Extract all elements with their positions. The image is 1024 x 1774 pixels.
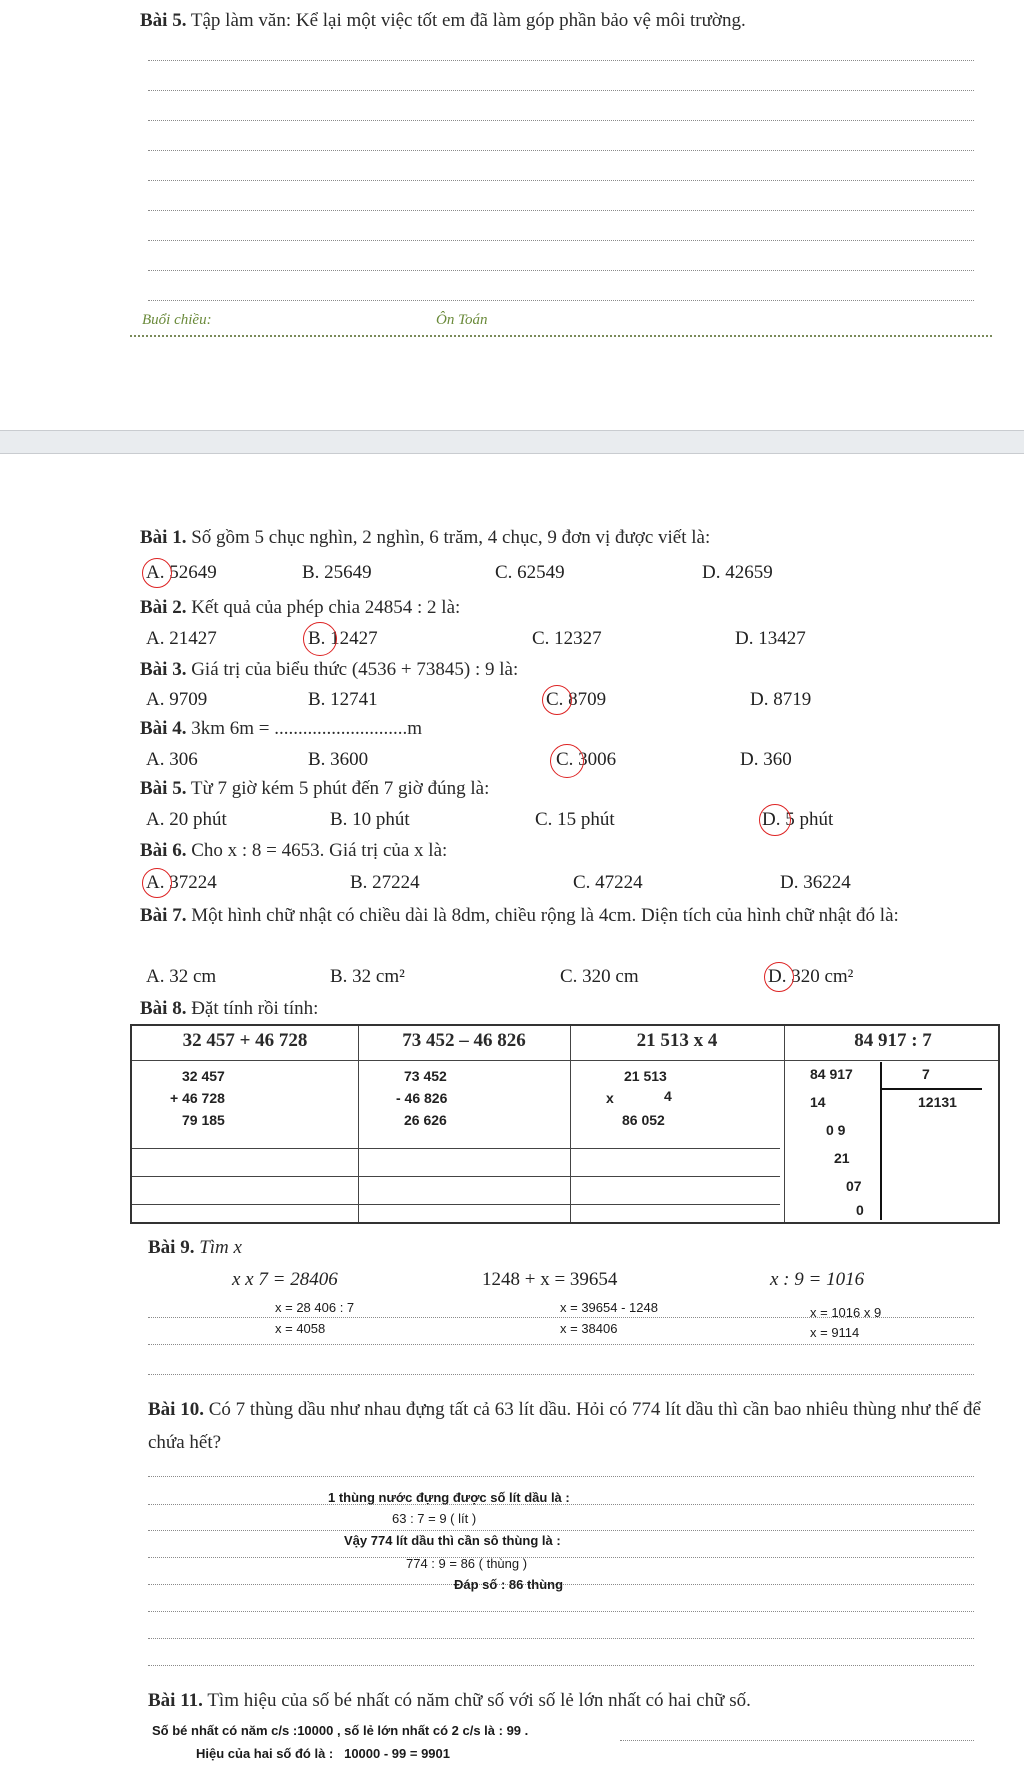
q3-option-a: A. 9709 bbox=[146, 689, 208, 710]
q4-option-b: B. 3600 bbox=[308, 749, 369, 770]
q5-option-a: A. 20 phút bbox=[146, 809, 227, 830]
add-operand-1: 32 457 bbox=[182, 1068, 225, 1084]
answer-circle bbox=[764, 962, 794, 992]
sub-operand-1: 73 452 bbox=[404, 1068, 447, 1084]
question-7 bbox=[140, 901, 990, 931]
div-quotient: 12131 bbox=[918, 1094, 957, 1110]
q9-label: Bài 9. bbox=[148, 1237, 195, 1258]
division-bar-vertical bbox=[880, 1062, 882, 1220]
q5-label: Bài 5. bbox=[140, 778, 187, 799]
q3-option-b: B. 12741 bbox=[308, 689, 378, 710]
q2-option-c: C. 12327 bbox=[532, 628, 602, 649]
q11-solution-2: Hiệu của hai số đó là : 10000 - 99 = 9901 bbox=[196, 1746, 450, 1761]
answer-circle bbox=[550, 744, 584, 778]
q2-label: Bài 2. bbox=[140, 597, 187, 618]
q3-option-d: D. 8719 bbox=[750, 689, 812, 710]
q3-text: Giá trị của biểu thức (4536 + 73845) : 9 là: bbox=[191, 659, 519, 680]
q2-text: Kết quả của phép chia 24854 : 2 là: bbox=[191, 597, 461, 618]
q6-label: Bài 6. bbox=[140, 840, 187, 861]
question-11 bbox=[148, 1690, 751, 1712]
q9-text: Tìm x bbox=[199, 1237, 242, 1258]
q11-solution-1: Số bé nhất có năm c/s :10000 , số lẻ lớn nhất có 2 c/s là : 99 . bbox=[152, 1723, 529, 1738]
prompt: Tập làm văn: Kể lại một việc tốt em đã làm góp phần bảo vệ môi trường. bbox=[190, 10, 746, 31]
div-dividend: 84 917 bbox=[810, 1066, 853, 1082]
q4-option-d: D. 360 bbox=[740, 749, 792, 770]
eq3-step-2: x = 9114 bbox=[810, 1325, 860, 1340]
header-addition: 32 457 + 46 728 bbox=[182, 1030, 308, 1051]
q8-text: Đặt tính rồi tính: bbox=[191, 998, 319, 1019]
eq1-step-1: x = 28 406 : 7 bbox=[275, 1300, 355, 1315]
q6-option-d: D. 36224 bbox=[780, 872, 851, 893]
top-exercise bbox=[140, 10, 746, 32]
div-divisor: 7 bbox=[922, 1066, 930, 1082]
question-5 bbox=[140, 778, 489, 800]
q6-option-b: B. 27224 bbox=[350, 872, 420, 893]
q7-text: Một hình chữ nhật có chiều dài là 8dm, chiều rộng là 4cm. Diện tích của hình chữ nhật đó là: bbox=[191, 905, 899, 926]
header-dotted-line bbox=[130, 335, 992, 337]
q6-option-c: C. 47224 bbox=[573, 872, 643, 893]
q1-option-d: D. 42659 bbox=[702, 562, 773, 583]
answer-circle bbox=[303, 622, 337, 656]
solution-line-3: Vậy 774 lít dầu thì cần sô thùng là : bbox=[344, 1533, 561, 1548]
mul-operand-1: 21 513 bbox=[624, 1068, 667, 1084]
q1-option-b: B. 25649 bbox=[302, 562, 372, 583]
review-label: Ôn Toán bbox=[436, 312, 488, 328]
question-4 bbox=[140, 718, 422, 740]
eq1-step-2: x = 4058 bbox=[275, 1321, 326, 1336]
q2-option-b: B. 12427 bbox=[308, 628, 378, 649]
solution-line-4: 774 : 9 = 86 ( thùng ) bbox=[406, 1556, 528, 1571]
q1-label: Bài 1. bbox=[140, 527, 187, 548]
eq2-step-1: x = 39654 - 1248 bbox=[560, 1300, 658, 1315]
header-division: 84 917 : 7 bbox=[854, 1030, 932, 1051]
solution-line-1: 1 thùng nước đựng được số lít dầu là : bbox=[328, 1490, 570, 1505]
answer-circle bbox=[142, 558, 172, 588]
eq3: x : 9 = 1016 bbox=[770, 1269, 865, 1290]
question-1 bbox=[140, 527, 710, 549]
add-operand-2: + 46 728 bbox=[170, 1090, 225, 1106]
q10-label: Bài 10. bbox=[148, 1399, 204, 1420]
mul-sign: x bbox=[606, 1090, 614, 1106]
q5-text: Từ 7 giờ kém 5 phút đến 7 giờ đúng là: bbox=[190, 778, 490, 799]
question-8 bbox=[140, 998, 318, 1020]
div-remainder: 0 bbox=[856, 1202, 864, 1218]
answer-circle bbox=[142, 868, 172, 898]
q8-label: Bài 8. bbox=[140, 998, 187, 1019]
q5-option-b: B. 10 phút bbox=[330, 809, 410, 830]
solution-line-2: 63 : 7 = 9 ( lít ) bbox=[392, 1511, 477, 1526]
q7-label: Bài 7. bbox=[140, 905, 187, 926]
mul-result: 86 052 bbox=[622, 1112, 665, 1128]
q3-label: Bài 3. bbox=[140, 659, 187, 680]
header-subtraction: 73 452 – 46 826 bbox=[402, 1030, 526, 1051]
eq3-step-1: x = 1016 x 9 bbox=[810, 1305, 882, 1320]
q7-option-b: B. 32 cm² bbox=[330, 966, 405, 987]
answer-circle bbox=[542, 685, 572, 715]
answer-circle bbox=[759, 804, 791, 836]
q4-option-c: C. 3006 bbox=[556, 749, 617, 770]
sub-result: 26 626 bbox=[404, 1112, 447, 1128]
question-10 bbox=[148, 1393, 994, 1459]
question-3 bbox=[140, 659, 518, 681]
solution-answer: Đáp số : 86 thùng bbox=[454, 1577, 564, 1592]
q6-option-a: A. 37224 bbox=[146, 872, 217, 893]
q1-option-a: A. 52649 bbox=[146, 562, 217, 583]
q1-text: Số gồm 5 chục nghìn, 2 nghìn, 6 trăm, 4 chục, 9 đơn vị được viết là: bbox=[191, 527, 711, 548]
q5-option-c: C. 15 phút bbox=[535, 809, 615, 830]
div-step-4: 07 bbox=[846, 1178, 862, 1194]
q7-option-c: C. 320 cm bbox=[560, 966, 639, 987]
q4-text: 3km 6m = ............................m bbox=[191, 718, 423, 739]
q3-option-c: C. 8709 bbox=[546, 689, 607, 710]
page-separator bbox=[0, 430, 1024, 454]
q4-label: Bài 4. bbox=[140, 718, 187, 739]
eq1: x x 7 = 28406 bbox=[232, 1269, 338, 1290]
eq2: 1248 + x = 39654 bbox=[482, 1269, 618, 1290]
mul-operand-2: 4 bbox=[664, 1088, 672, 1104]
division-bar-horizontal bbox=[880, 1088, 982, 1090]
question-2 bbox=[140, 597, 460, 619]
q11-text: Tìm hiệu của số bé nhất có năm chữ số với số lẻ lớn nhất có hai chữ số. bbox=[207, 1690, 751, 1711]
q10-text: Có 7 thùng dầu như nhau đựng tất cả 63 lít dầu. Hỏi có 774 lít dầu thì cần bao nhiêu thùng như thế để chứa hết? bbox=[148, 1399, 981, 1453]
calculation-table bbox=[130, 1024, 1000, 1224]
q4-option-a: A. 306 bbox=[146, 749, 198, 770]
q11-label: Bài 11. bbox=[148, 1690, 203, 1711]
question-9 bbox=[148, 1237, 242, 1259]
eq2-step-2: x = 38406 bbox=[560, 1321, 618, 1336]
header-multiplication: 21 513 x 4 bbox=[636, 1030, 718, 1051]
q7-option-a: A. 32 cm bbox=[146, 966, 217, 987]
div-step-3: 21 bbox=[834, 1150, 850, 1166]
q6-text: Cho x : 8 = 4653. Giá trị của x là: bbox=[191, 840, 448, 861]
q5-option-d: D. 5 phút bbox=[762, 809, 834, 830]
q2-option-a: A. 21427 bbox=[146, 628, 217, 649]
div-step-2: 0 9 bbox=[826, 1122, 846, 1138]
q1-option-c: C. 62549 bbox=[495, 562, 565, 583]
add-result: 79 185 bbox=[182, 1112, 225, 1128]
q7-option-d: D. 320 cm² bbox=[768, 966, 854, 987]
sub-operand-2: - 46 826 bbox=[396, 1090, 448, 1106]
div-step-1: 14 bbox=[810, 1094, 826, 1110]
question-6 bbox=[140, 840, 447, 862]
q2-option-d: D. 13427 bbox=[735, 628, 806, 649]
label: Bài 5. bbox=[140, 10, 187, 31]
afternoon-label: Buổi chiều: bbox=[142, 312, 212, 328]
